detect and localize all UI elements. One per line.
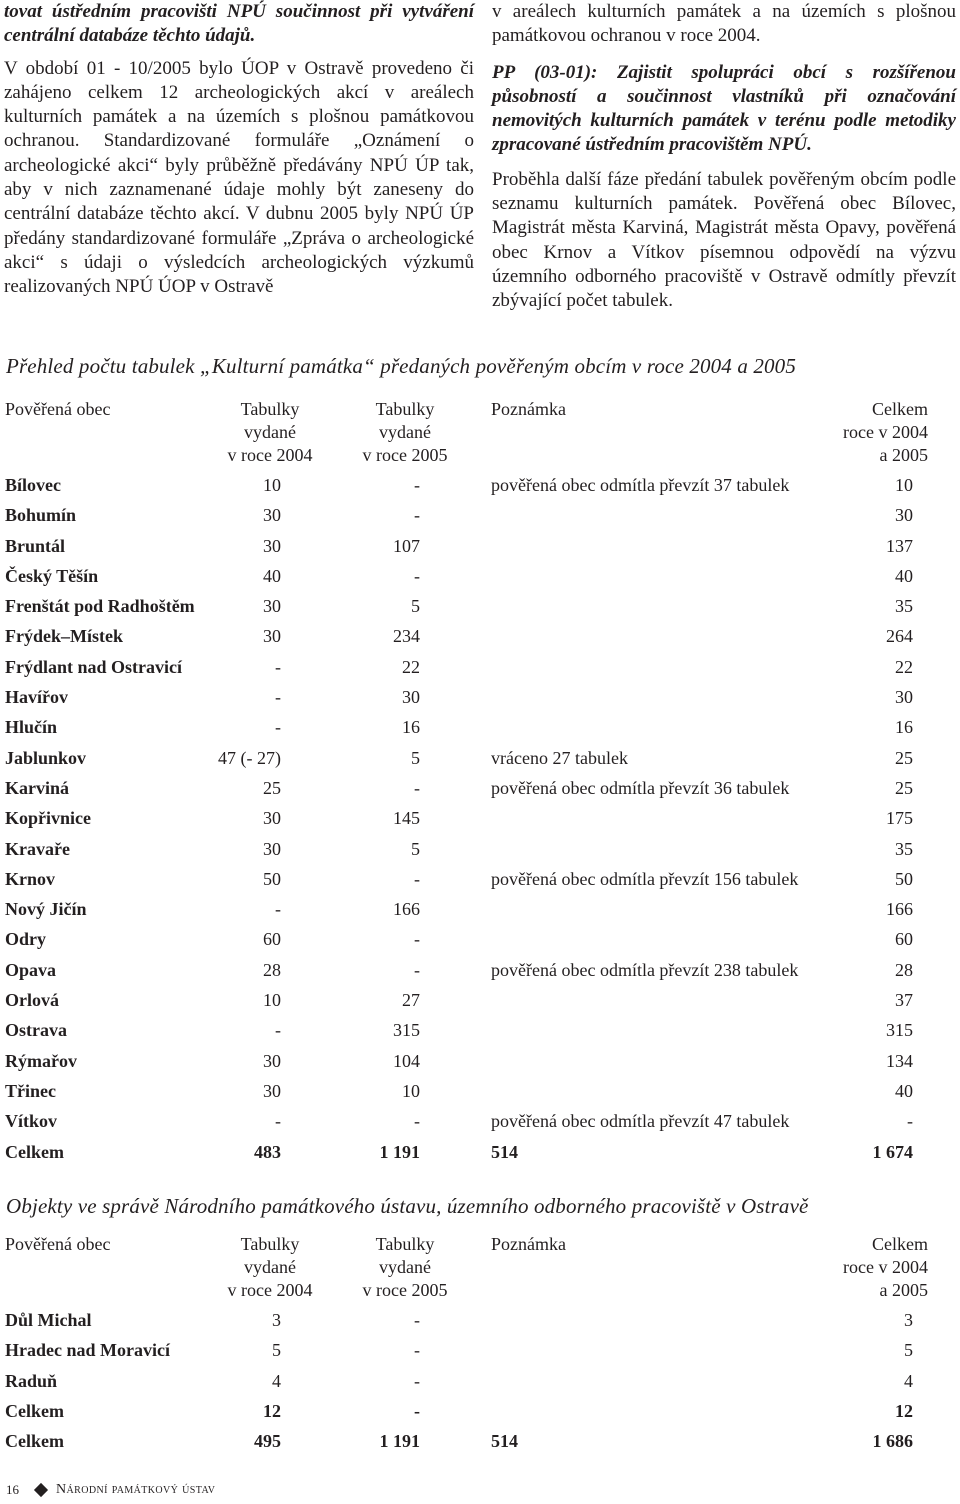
total-cell: 264 (886, 626, 913, 647)
issued-2005-cell: - (414, 1310, 420, 1330)
total-row (0, 1426, 960, 1456)
table-row (0, 1076, 960, 1106)
municipality-cell: Důl Michal (5, 1310, 92, 1330)
total-cell: 166 (886, 899, 913, 920)
table-row (0, 955, 960, 985)
issued-2004-cell: 30 (263, 535, 281, 556)
municipality-cell: Kopřivnice (5, 808, 91, 829)
issued-2005-cell: - (414, 1111, 420, 1132)
header-issued-2005: Tabulky vydané v roce 2005 (362, 399, 448, 465)
issued-2004-cell: 28 (263, 959, 281, 980)
total-cell: 60 (895, 929, 913, 950)
total-cell: 25 (895, 747, 913, 768)
issued-2005-cell: 10 (402, 1080, 420, 1101)
issued-2005-cell: 1 191 (379, 1141, 420, 1162)
total-cell: 4 (904, 1370, 913, 1391)
table-row (0, 470, 960, 500)
issued-2004-cell: 50 (263, 868, 281, 889)
total-cell: 30 (895, 687, 913, 708)
table-row (0, 561, 960, 591)
note-cell: vráceno 27 tabulek (491, 747, 628, 768)
municipality-cell: Nový Jičín (5, 899, 87, 920)
issued-2004-cell: 4 (272, 1370, 281, 1391)
page-number: 16 (6, 1482, 19, 1497)
table-row (0, 834, 960, 864)
header-issued-2004: Tabulky vydané v roce 2004 (227, 1234, 313, 1300)
issued-2005-cell: - (414, 929, 420, 950)
table-row (0, 1015, 960, 1045)
table-row (0, 531, 960, 561)
total-cell: 30 (895, 505, 913, 526)
left-intro-italic: tovat ústředním pracovišti NPÚ součinnost při vytváření centrální databáze těchto údajů. (4, 1, 474, 47)
table-row (0, 500, 960, 530)
municipality-cell: Frýdlant nad Ostravicí (5, 656, 183, 677)
issued-2005-cell: 30 (402, 687, 420, 708)
municipality-cell: Ostrava (5, 1020, 67, 1041)
table-row (0, 682, 960, 712)
table-row (0, 591, 960, 621)
issued-2004-cell: - (275, 899, 281, 920)
issued-2005-cell: 5 (411, 747, 420, 768)
right-paragraph: Proběhla další fáze předání tabulek pověřeným obcím podle seznamu kulturních památek. Pověřená obec Bílovec, Magistrát města Karviná, Magistrát města Opavy, pověřená obec Krnov a Vítkov písemnou odpovědí na výzvu územního odborného pracoviště v Ostravě odmítly převzít zbývající počet tabulek. (492, 168, 956, 312)
header-issued-2004: Tabulky vydané v roce 2004 (227, 399, 313, 465)
issued-2004-cell: 25 (263, 777, 281, 798)
total-cell: 40 (895, 1080, 913, 1101)
municipality-cell: Karviná (5, 777, 70, 798)
municipality-cell: Bílovec (5, 475, 61, 495)
issued-2005-cell: 104 (393, 1050, 420, 1071)
issued-2005-cell: - (414, 565, 420, 586)
table-row (0, 1335, 960, 1365)
total-cell: 35 (895, 596, 913, 617)
issued-2005-cell: 107 (393, 535, 420, 556)
issued-2004-cell: 30 (263, 596, 281, 617)
municipality-cell: Bruntál (5, 535, 66, 556)
header-issued-2005: Tabulky vydané v roce 2005 (362, 1234, 448, 1300)
header-municipality: Pověřená obec (5, 1234, 111, 1254)
total-cell: 37 (895, 990, 913, 1011)
table-row (0, 894, 960, 924)
municipality-cell: Krnov (5, 868, 56, 889)
table-row (0, 652, 960, 682)
issued-2004-cell: 40 (263, 565, 281, 586)
table-row (0, 1106, 960, 1136)
total-cell: 1 674 (872, 1141, 913, 1162)
table2-header (0, 1233, 960, 1305)
header-note: Poznámka (491, 1234, 566, 1254)
municipality-cell: Jablunkov (5, 747, 87, 768)
diamond-icon (34, 1483, 48, 1497)
municipality-cell: Bohumín (5, 505, 77, 526)
issued-2005-cell: 315 (393, 1020, 420, 1041)
issued-2005-cell: 16 (402, 717, 420, 738)
municipality-cell: Vítkov (5, 1111, 58, 1132)
total-cell: 28 (895, 959, 913, 980)
table-row (0, 985, 960, 1015)
total-cell: 5 (904, 1340, 913, 1361)
issued-2004-cell: 483 (254, 1141, 281, 1162)
municipality-cell: Havířov (5, 687, 68, 708)
right-task-italic: PP (03-01): Zajistit spolupráci obcí s rozšířenou působností a součinnost vlastníků při označování nemovitých kulturních památek v terénu podle metodiky zpracované ústředním pracovištěm NPÚ. (492, 61, 956, 156)
note-cell: 514 (491, 1141, 518, 1162)
issued-2004-cell: - (275, 1111, 281, 1132)
municipality-cell: Kravaře (5, 838, 70, 859)
table1-header (0, 398, 960, 470)
issued-2004-cell: 3 (272, 1310, 281, 1330)
total-cell: - (907, 1111, 913, 1132)
municipality-cell: Celkem (5, 1400, 64, 1421)
issued-2004-cell: 30 (263, 1050, 281, 1071)
issued-2004-cell: 5 (272, 1340, 281, 1361)
total-cell: 12 (895, 1400, 913, 1421)
issued-2005-cell: 27 (402, 990, 420, 1011)
municipality-cell: Hradec nad Moravicí (5, 1340, 170, 1361)
issued-2005-cell: 22 (402, 656, 420, 677)
total-cell: 25 (895, 777, 913, 798)
total-cell: 35 (895, 838, 913, 859)
issued-2005-cell: - (414, 777, 420, 798)
total-cell: 1 686 (872, 1431, 913, 1452)
right-continuation: v areálech kulturních památek a na územích s plošnou památkovou ochranou v roce 2004. (492, 1, 956, 47)
left-text-column (4, 0, 474, 300)
table2 (0, 1233, 960, 1456)
issued-2004-cell: - (275, 717, 281, 738)
total-cell: 137 (886, 535, 913, 556)
municipality-cell: Celkem (5, 1431, 64, 1452)
total-row (0, 1137, 960, 1167)
table2-body (0, 1305, 960, 1456)
issued-2004-cell: 30 (263, 505, 281, 526)
issued-2004-cell: 30 (263, 838, 281, 859)
issued-2005-cell: 145 (393, 808, 420, 829)
table-row (0, 1305, 960, 1335)
note-cell: pověřená obec odmítla převzít 47 tabulek (491, 1111, 790, 1132)
header-municipality: Pověřená obec (5, 399, 111, 419)
municipality-cell: Opava (5, 959, 57, 980)
total-cell: 134 (886, 1050, 913, 1071)
municipality-cell: Rýmařov (5, 1050, 77, 1071)
issued-2005-cell: 5 (411, 838, 420, 859)
table-row (0, 743, 960, 773)
municipality-cell: Hlučín (5, 717, 58, 738)
table-row (0, 864, 960, 894)
table-row (0, 773, 960, 803)
total-cell: 50 (895, 868, 913, 889)
total-cell: 3 (904, 1310, 913, 1330)
page-footer (6, 1482, 215, 1498)
issued-2004-cell: - (275, 656, 281, 677)
issued-2004-cell: 47 (- 27) (218, 747, 281, 768)
issued-2004-cell: 30 (263, 808, 281, 829)
issued-2005-cell: - (414, 1400, 420, 1421)
issued-2004-cell: 12 (263, 1400, 281, 1421)
municipality-cell: Orlová (5, 990, 59, 1011)
note-cell: 514 (491, 1431, 518, 1452)
municipality-cell: Český Těšín (5, 565, 99, 586)
right-text-column (492, 0, 956, 314)
header-total: Celkem roce v 2004 a 2005 (843, 1234, 928, 1300)
total-cell: 22 (895, 656, 913, 677)
table-row (0, 621, 960, 651)
issued-2004-cell: 10 (263, 990, 281, 1011)
total-cell: 16 (895, 717, 913, 738)
left-paragraph: V období 01 - 10/2005 bylo ÚOP v Ostravě provedeno či zahájeno celkem 12 archeologických akcí v areálech kulturních památek a na územích s plošnou památkovou ochranou. Standardizované formuláře „Oznámení o archeologické akci“ byly průběžně předávány NPÚ ÚP tak, aby v nich zaznamenané údaje mohly být zaneseny do centrální databáze těchto akcí. V dubnu 2005 byly NPÚ ÚP předány standardizované formuláře „Zpráva o archeologické akci“ s údaji o výsledcích archeologických výzkumů realizovaných NPÚ ÚOP v Ostravě (4, 57, 474, 298)
issued-2004-cell: 10 (263, 475, 281, 495)
issued-2005-cell: - (414, 868, 420, 889)
table-row (0, 1366, 960, 1396)
issued-2005-cell: 234 (393, 626, 420, 647)
issued-2004-cell: 60 (263, 929, 281, 950)
issued-2005-cell: 166 (393, 899, 420, 920)
issued-2004-cell: 30 (263, 1080, 281, 1101)
note-cell: pověřená obec odmítla převzít 238 tabulek (491, 959, 799, 980)
note-cell: pověřená obec odmítla převzít 156 tabulek (491, 868, 799, 889)
issued-2005-cell: - (414, 505, 420, 526)
issued-2005-cell: - (414, 959, 420, 980)
issued-2004-cell: - (275, 1020, 281, 1041)
note-cell: pověřená obec odmítla převzít 37 tabulek (491, 475, 790, 495)
municipality-cell: Raduň (5, 1370, 58, 1391)
issued-2005-cell: - (414, 475, 420, 495)
header-total: Celkem roce v 2004 a 2005 (843, 399, 928, 465)
table1-body (0, 470, 960, 1167)
table-row (0, 924, 960, 954)
table-row (0, 712, 960, 742)
issued-2005-cell: 5 (411, 596, 420, 617)
municipality-cell: Odry (5, 929, 47, 950)
total-cell: 175 (886, 808, 913, 829)
publisher-name: Národní památkový ústav (56, 1482, 216, 1497)
municipality-cell: Třinec (5, 1080, 56, 1101)
table-row (0, 1046, 960, 1076)
municipality-cell: Frenštát pod Radhoštěm (5, 596, 195, 617)
issued-2005-cell: - (414, 1370, 420, 1391)
issued-2005-cell: - (414, 1340, 420, 1361)
total-row (0, 1396, 960, 1426)
issued-2004-cell: 495 (254, 1431, 281, 1452)
issued-2005-cell: 1 191 (379, 1431, 420, 1452)
table2-title: Objekty ve správě Národního památkového ústavu, územního odborného pracoviště v Ostravě (6, 1194, 809, 1218)
total-cell: 40 (895, 565, 913, 586)
table-row (0, 803, 960, 833)
total-cell: 10 (895, 475, 913, 495)
note-cell: pověřená obec odmítla převzít 36 tabulek (491, 777, 790, 798)
issued-2004-cell: - (275, 687, 281, 708)
municipality-cell: Frýdek–Místek (5, 626, 123, 647)
header-note: Poznámka (491, 399, 566, 419)
total-cell: 315 (886, 1020, 913, 1041)
table1-title: Přehled počtu tabulek „Kulturní památka“ předaných pověřeným obcím v roce 2004 a 2005 (6, 354, 796, 378)
table1 (0, 398, 960, 1167)
issued-2004-cell: 30 (263, 626, 281, 647)
municipality-cell: Celkem (5, 1141, 64, 1162)
